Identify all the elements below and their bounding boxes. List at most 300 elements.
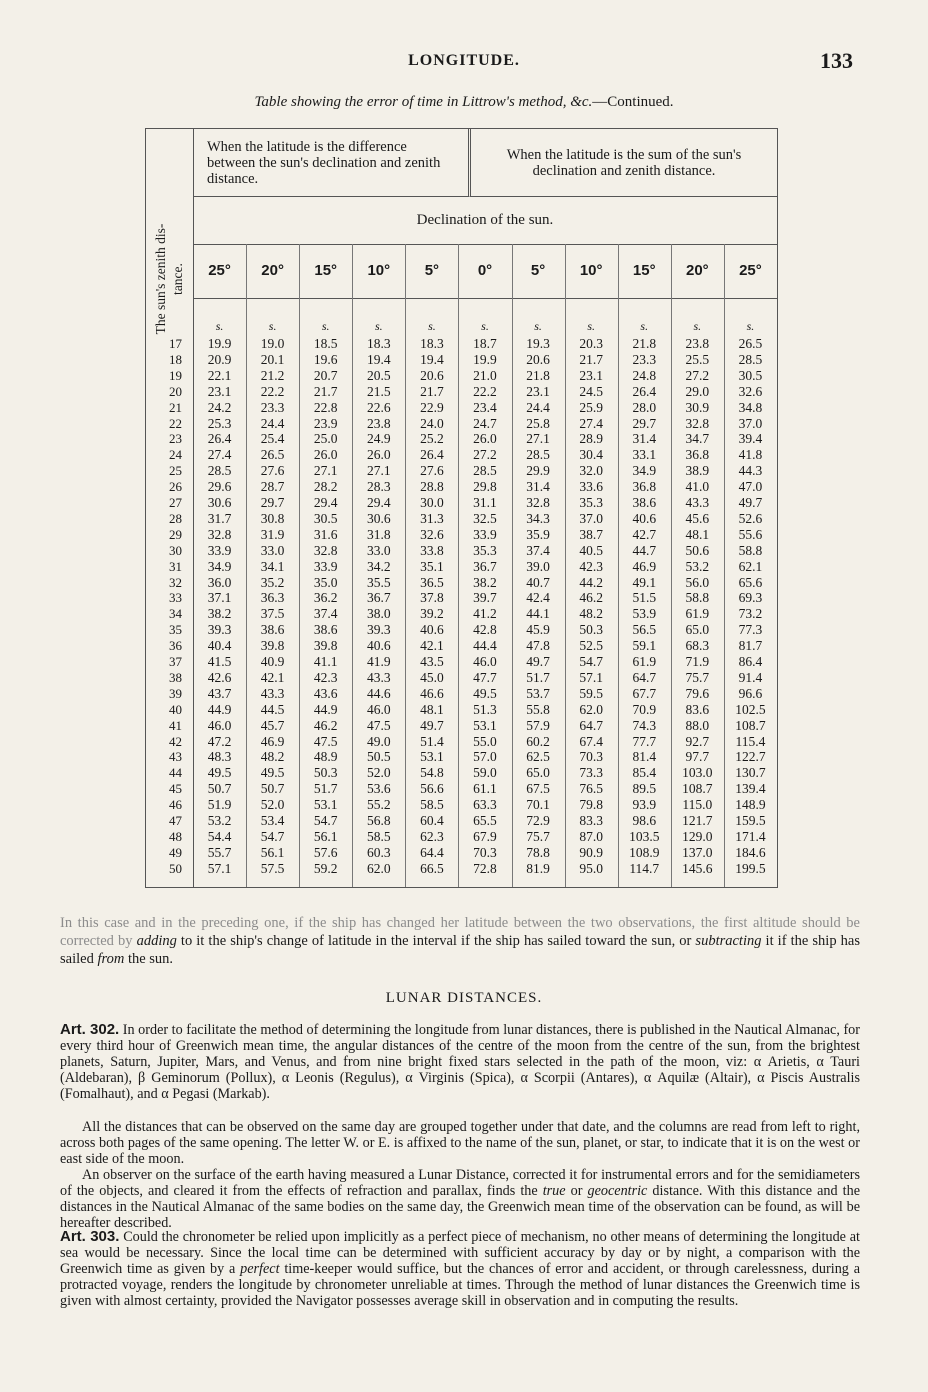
- error-of-time-cell: 30.6: [366, 510, 391, 526]
- error-of-time-cell: 26.4: [632, 383, 657, 399]
- observer-text-2: distance. With this distance and the distances in the Nautical Almanac of the same bodies on the same day, the Greenwich mean time of the observation can be found, as will be hereafter described.: [60, 1183, 860, 1231]
- difference-header: When the latitude is the difference between the sun's declination and zenith distance.: [193, 129, 471, 197]
- error-of-time-cell: 78.8: [526, 844, 550, 860]
- error-of-time-cell: 29.0: [685, 383, 710, 399]
- error-of-time-cell: 42.3: [579, 558, 603, 574]
- error-of-time-cell: 31.7: [207, 510, 232, 526]
- error-of-time-cell: 64.7: [632, 669, 657, 685]
- error-of-time-cell: 53.9: [632, 606, 657, 622]
- error-of-time-cell: 60.3: [366, 844, 391, 860]
- error-of-time-cell: 29.7: [260, 495, 285, 510]
- error-of-time-cell: 25.8: [526, 415, 550, 431]
- note-subtracting: subtracting: [695, 933, 762, 949]
- caption-continued: —Continued.: [592, 94, 674, 110]
- zenith-distance-value: 31: [169, 558, 182, 574]
- error-of-time-cell: 91.4: [738, 669, 763, 685]
- error-of-time-cell: 24.4: [260, 415, 285, 431]
- note-text-1: In this case and in the preceding one, if the ship has changed her latitude between the two observations, the first altitude should be corrected by: [60, 915, 860, 949]
- error-of-time-cell: 33.0: [366, 542, 391, 558]
- error-of-time-cell: 48.1: [685, 526, 710, 542]
- error-of-time-cell: 36.0: [207, 574, 232, 590]
- error-of-time-cell: 27.1: [313, 463, 338, 479]
- error-of-time-cell: 46.2: [579, 590, 603, 606]
- error-of-time-cell: 45.9: [526, 622, 550, 638]
- error-of-time-cell: 53.4: [260, 813, 285, 828]
- zenith-distance-value: 47: [169, 813, 182, 828]
- observer-or: or: [565, 1183, 588, 1199]
- error-of-time-cell: 22.1: [207, 367, 232, 383]
- error-of-time-cell: 57.1: [579, 669, 603, 685]
- error-of-time-cell: 35.2: [260, 574, 285, 590]
- declination-degree: 20°: [686, 262, 709, 279]
- error-of-time-cell: 29.6: [207, 479, 232, 495]
- declination-degree: 10°: [367, 262, 391, 279]
- error-of-time-cell: 25.5: [685, 351, 710, 367]
- error-of-time-cell: 67.7: [632, 685, 657, 701]
- error-of-time-cell: 122.7: [735, 749, 766, 765]
- error-of-time-cell: 27.1: [526, 431, 550, 447]
- error-of-time-cell: 42.6: [207, 669, 232, 685]
- error-of-time-cell: 43.7: [207, 685, 232, 701]
- error-of-time-cell: 79.8: [579, 797, 603, 813]
- error-of-time-cell: 53.1: [313, 797, 338, 813]
- error-of-time-cell: 33.9: [473, 526, 497, 542]
- error-of-time-cell: 171.4: [735, 828, 766, 844]
- error-of-time-cell: 58.5: [366, 828, 391, 844]
- error-of-time-cell: 20.6: [420, 367, 444, 383]
- zenith-header-line1: The sun's zenith dis-: [153, 223, 168, 335]
- error-of-time-cell: 56.0: [685, 574, 710, 590]
- zenith-distance-value: 42: [169, 733, 182, 749]
- error-of-time-cell: 58.8: [738, 542, 763, 558]
- zenith-distance-value: 38: [169, 669, 182, 685]
- error-of-time-cell: 23.1: [526, 383, 550, 399]
- error-of-time-cell: 103.5: [629, 828, 660, 844]
- section-title: LUNAR DISTANCES.: [385, 990, 543, 1006]
- zenith-distance-value: 26: [169, 479, 182, 495]
- error-of-time-cell: 51.5: [632, 590, 657, 606]
- error-of-time-cell: 98.6: [632, 813, 657, 828]
- error-of-time-cell: 30.4: [579, 447, 603, 463]
- zenith-distance-value: 29: [169, 526, 182, 542]
- error-of-time-cell: 47.5: [313, 733, 338, 749]
- error-of-time-cell: 21.7: [579, 351, 603, 367]
- error-of-time-cell: 77.7: [632, 733, 657, 749]
- error-of-time-cell: 59.1: [632, 638, 657, 654]
- error-of-time-cell: 39.0: [526, 558, 550, 574]
- error-of-time-cell: 23.1: [207, 383, 232, 399]
- error-of-time-cell: 50.5: [366, 749, 391, 765]
- error-of-time-cell: 35.5: [366, 574, 391, 590]
- error-of-time-cell: 28.0: [632, 399, 657, 415]
- error-of-time-cell: 18.5: [313, 336, 338, 351]
- error-of-time-cell: 115.0: [682, 797, 713, 813]
- error-of-time-cell: 46.9: [632, 558, 657, 574]
- error-of-time-cell: 121.7: [682, 813, 713, 828]
- error-of-time-cell: 81.9: [526, 860, 550, 876]
- error-of-time-cell: 43.3: [685, 495, 710, 510]
- declination-degree: 5°: [530, 262, 546, 279]
- declination-degree: 0°: [477, 262, 493, 279]
- error-of-time-cell: 65.5: [473, 813, 497, 828]
- error-of-time-cell: 18.3: [420, 336, 444, 351]
- declination-degree: 10°: [579, 262, 603, 279]
- error-of-time-cell: 50.7: [207, 781, 232, 797]
- error-of-time-cell: 36.2: [313, 590, 338, 606]
- error-of-time-cell: 108.7: [682, 781, 713, 797]
- error-of-time-cell: 61.9: [632, 654, 657, 669]
- error-of-time-cell: 21.7: [420, 383, 444, 399]
- error-of-time-cell: 85.4: [632, 765, 657, 781]
- error-of-time-cell: 32.5: [473, 510, 497, 526]
- error-of-time-cell: 40.4: [207, 638, 232, 654]
- error-of-time-cell: 46.0: [207, 717, 232, 733]
- error-of-time-cell: 41.0: [685, 479, 710, 495]
- error-of-time-cell: 47.0: [738, 479, 763, 495]
- error-of-time-cell: 42.7: [632, 526, 657, 542]
- error-of-time-cell: 22.2: [260, 383, 285, 399]
- seconds-unit: s.: [534, 319, 542, 333]
- error-of-time-cell: 29.7: [632, 415, 657, 431]
- error-of-time-cell: 53.1: [420, 749, 444, 765]
- error-of-time-cell: 23.3: [260, 399, 285, 415]
- error-of-time-cell: 51.3: [473, 701, 497, 717]
- error-of-time-cell: 39.8: [260, 638, 285, 654]
- observer-text-1: An observer on the surface of the earth having measured a Lunar Distance, corrected it for instrumental errors and for the semidiameters of the objects, and cleared it from the effects of refraction and parallax, finds the: [60, 1167, 860, 1199]
- error-of-time-cell: 184.6: [735, 844, 766, 860]
- error-of-time-cell: 31.4: [526, 479, 550, 495]
- error-of-time-cell: 22.2: [473, 383, 497, 399]
- distances-paragraph: All the distances that can be observed on the same day are grouped together under that date, and the columns are read from left to right, across both pages of the same opening. The letter W. or E. is affixed to the name of the sun, planet, or star, to indicate that it is on the west or east side of the moon.: [60, 1119, 860, 1167]
- error-of-time-cell: 41.8: [738, 447, 763, 463]
- error-of-time-cell: 70.3: [579, 749, 603, 765]
- error-of-time-cell: 129.0: [682, 828, 713, 844]
- note-text-4: the sun.: [124, 951, 174, 967]
- error-of-time-cell: 31.8: [366, 526, 391, 542]
- error-of-time-cell: 42.4: [526, 590, 550, 606]
- error-of-time-cell: 30.5: [313, 510, 338, 526]
- error-of-time-cell: 41.5: [207, 654, 232, 669]
- error-of-time-cell: 57.6: [313, 844, 338, 860]
- error-of-time-cell: 35.3: [473, 542, 497, 558]
- error-of-time-cell: 23.8: [685, 336, 710, 351]
- error-of-time-cell: 37.0: [738, 415, 763, 431]
- error-of-time-cell: 27.2: [685, 367, 710, 383]
- error-of-time-cell: 49.0: [366, 733, 391, 749]
- art-302-text: In order to facilitate the method of determining the longitude from lunar distances, there is published in the Nautical Almanac, for every third hour of Greenwich mean time, the angular distances of the centre of the moon from the centre of the sun, from the brightest planets, Saturn, Jupiter, Mars, and Venus, and from nine bright fixed stars selected in the path of the moon, viz: α Arietis, α Tauri (Aldebaran), β Geminorum (Pollux), α Leonis (Regulus), α Virginis (Spica), α Scorpii (Antares), α Aquilæ (Altair), α Piscis Australis (Fomalhaut), and α Pegasi (Markab).: [60, 1022, 860, 1102]
- error-of-time-cell: 34.1: [260, 558, 285, 574]
- degree-header-row: [193, 244, 777, 299]
- error-of-time-cell: 71.9: [685, 654, 710, 669]
- observer-true: true: [542, 1183, 566, 1199]
- error-of-time-cell: 45.7: [260, 717, 285, 733]
- error-of-time-cell: 97.7: [685, 749, 710, 765]
- error-of-time-cell: 62.0: [366, 860, 391, 876]
- error-of-time-cell: 58.8: [685, 590, 710, 606]
- zenith-distance-value: 33: [169, 590, 182, 606]
- error-of-time-cell: 30.6: [207, 495, 232, 510]
- error-of-time-cell: 36.5: [420, 574, 444, 590]
- art-303-text-1: Could the chronometer be relied upon implicitly as a perfect piece of mechanism, no other means of determining the longitude at sea would be necessary. Since the local time can be determined with sufficient accuracy by day or by night, a comparison with the Greenwich time as given by a: [60, 1229, 860, 1277]
- declination-degree: 25°: [739, 262, 762, 279]
- error-of-time-cell: 44.4: [473, 638, 497, 654]
- seconds-unit: s.: [693, 319, 702, 333]
- error-of-time-cell: 114.7: [629, 860, 660, 876]
- error-of-time-cell: 28.5: [526, 447, 550, 463]
- error-of-time-cell: 57.5: [260, 860, 285, 876]
- error-of-time-cell: 33.9: [313, 558, 338, 574]
- error-of-time-cell: 199.5: [735, 860, 766, 876]
- seconds-unit: s.: [321, 319, 330, 333]
- error-of-time-cell: 64.4: [420, 844, 444, 860]
- error-of-time-cell: 40.6: [420, 622, 444, 638]
- error-of-time-cell: 70.3: [473, 844, 497, 860]
- error-of-time-cell: 38.2: [207, 606, 232, 622]
- error-of-time-cell: 29.8: [473, 479, 497, 495]
- error-of-time-cell: 54.7: [313, 813, 338, 828]
- error-of-time-cell: 53.2: [685, 558, 710, 574]
- error-of-time-cell: 83.6: [685, 701, 710, 717]
- error-of-time-cell: 49.5: [473, 685, 497, 701]
- seconds-unit: s.: [268, 319, 277, 333]
- error-of-time-cell: 65.6: [738, 574, 763, 590]
- error-of-time-cell: 18.7: [473, 336, 497, 351]
- error-of-time-cell: 47.2: [207, 733, 232, 749]
- error-of-time-cell: 115.4: [735, 733, 766, 749]
- zenith-distance-value: 17: [169, 336, 182, 351]
- error-of-time-cell: 52.0: [366, 765, 391, 781]
- error-of-time-cell: 50.6: [685, 542, 710, 558]
- error-of-time-cell: 92.7: [685, 733, 710, 749]
- error-of-time-cell: 48.9: [313, 749, 338, 765]
- error-of-time-cell: 38.9: [685, 463, 710, 479]
- error-of-time-cell: 42.8: [473, 622, 497, 638]
- error-of-time-cell: 44.1: [526, 606, 550, 622]
- error-of-time-cell: 139.4: [735, 781, 766, 797]
- error-of-time-cell: 108.7: [735, 717, 766, 733]
- error-of-time-cell: 28.9: [579, 431, 603, 447]
- error-of-time-cell: 42.3: [313, 669, 338, 685]
- error-of-time-cell: 51.4: [420, 733, 444, 749]
- error-of-time-cell: 36.8: [632, 479, 657, 495]
- error-of-time-cell: 56.1: [313, 828, 338, 844]
- error-of-time-cell: 52.0: [260, 797, 285, 813]
- error-of-time-cell: 38.0: [366, 606, 391, 622]
- error-of-time-cell: 37.4: [313, 606, 338, 622]
- error-of-time-cell: 65.0: [526, 765, 550, 781]
- error-of-time-cell: 57.9: [526, 717, 550, 733]
- error-of-time-cell: 57.1: [207, 860, 232, 876]
- error-of-time-cell: 56.6: [420, 781, 444, 797]
- error-of-time-cell: 34.7: [685, 431, 710, 447]
- error-of-time-cell: 36.7: [366, 590, 391, 606]
- error-of-time-cell: 34.3: [526, 510, 550, 526]
- error-of-time-cell: 27.6: [420, 463, 444, 479]
- error-of-time-cell: 67.5: [526, 781, 550, 797]
- error-of-time-cell: 26.0: [313, 447, 338, 463]
- error-of-time-cell: 21.8: [526, 367, 550, 383]
- seconds-unit: s.: [374, 319, 383, 333]
- error-of-time-cell: 32.0: [579, 463, 603, 479]
- error-of-time-cell: 32.6: [738, 383, 763, 399]
- error-of-time-cell: 58.5: [420, 797, 444, 813]
- error-of-time-cell: 53.2: [207, 813, 232, 828]
- error-of-time-cell: 49.7: [526, 654, 550, 669]
- error-of-time-cell: 102.5: [735, 701, 766, 717]
- zenith-distance-value: 28: [169, 510, 182, 526]
- zenith-distance-value: 50: [169, 860, 182, 876]
- zenith-distance-value: 35: [169, 622, 182, 638]
- error-of-time-cell: 54.4: [207, 828, 232, 844]
- error-of-time-cell: 28.5: [207, 463, 232, 479]
- error-of-time-cell: 86.4: [738, 654, 763, 669]
- declination-degree: 20°: [261, 262, 284, 279]
- zenith-distance-value: 19: [169, 367, 182, 383]
- error-of-time-cell: 61.9: [685, 606, 710, 622]
- error-of-time-cell: 20.6: [526, 351, 550, 367]
- error-of-time-cell: 54.7: [579, 654, 603, 669]
- error-of-time-cell: 43.3: [260, 685, 285, 701]
- error-of-time-cell: 28.3: [366, 479, 391, 495]
- error-of-time-cell: 38.2: [473, 574, 497, 590]
- error-of-time-cell: 36.3: [260, 590, 285, 606]
- error-of-time-cell: 45.0: [420, 669, 444, 685]
- error-of-time-cell: 19.0: [260, 336, 285, 351]
- error-of-time-cell: 34.9: [632, 463, 657, 479]
- error-of-time-cell: 24.5: [579, 383, 603, 399]
- error-of-time-cell: 27.6: [260, 463, 285, 479]
- error-of-time-cell: 33.9: [207, 542, 232, 558]
- error-of-time-cell: 20.5: [366, 367, 391, 383]
- error-of-time-cell: 21.2: [260, 367, 285, 383]
- error-of-time-cell: 27.4: [207, 447, 232, 463]
- error-of-time-cell: 24.7: [473, 415, 497, 431]
- error-of-time-cell: 19.4: [366, 351, 391, 367]
- error-of-time-cell: 34.8: [738, 399, 763, 415]
- zenith-distance-value: 23: [169, 431, 182, 447]
- error-of-time-cell: 55.0: [473, 733, 497, 749]
- error-of-time-cell: 73.2: [738, 606, 763, 622]
- error-of-time-cell: 50.3: [579, 622, 603, 638]
- error-of-time-cell: 46.9: [260, 733, 285, 749]
- error-of-time-cell: 51.9: [207, 797, 232, 813]
- error-of-time-cell: 49.1: [632, 574, 657, 590]
- zenith-distance-value: 20: [169, 383, 182, 399]
- error-of-time-cell: 35.0: [313, 574, 338, 590]
- error-of-time-cell: 43.3: [366, 669, 391, 685]
- error-of-time-cell: 38.7: [579, 526, 603, 542]
- sum-header: When the latitude is the sum of the sun's declination and zenith distance.: [471, 129, 777, 197]
- zenith-distance-value: 48: [169, 828, 182, 844]
- error-of-time-cell: 18.3: [366, 336, 391, 351]
- declination-header: Declination of the sun.: [193, 197, 777, 245]
- error-of-time-cell: 25.2: [420, 431, 444, 447]
- error-of-time-cell: 19.6: [313, 351, 338, 367]
- error-of-time-cell: 87.0: [579, 828, 603, 844]
- error-of-time-cell: 46.6: [420, 685, 444, 701]
- error-of-time-cell: 39.7: [473, 590, 497, 606]
- error-of-time-cell: 39.4: [738, 431, 763, 447]
- error-of-time-cell: 38.6: [632, 495, 657, 510]
- error-of-time-cell: 35.1: [420, 558, 444, 574]
- error-of-time-cell: 60.2: [526, 733, 550, 749]
- error-of-time-cell: 24.8: [632, 367, 657, 383]
- art-303-label: Art. 303.: [60, 1228, 120, 1245]
- error-of-time-cell: 41.9: [366, 654, 391, 669]
- error-of-time-cell: 23.9: [313, 415, 338, 431]
- table-caption: [0, 94, 928, 111]
- error-of-time-cell: 44.6: [366, 685, 391, 701]
- declination-degree: 5°: [424, 262, 440, 279]
- error-of-time-cell: 79.6: [685, 685, 710, 701]
- zenith-distance-value: 49: [169, 844, 182, 860]
- error-of-time-cell: 57.0: [473, 749, 497, 765]
- error-of-time-cell: 77.3: [738, 622, 763, 638]
- error-of-time-cell: 56.1: [260, 844, 285, 860]
- error-of-time-cell: 34.2: [366, 558, 391, 574]
- error-of-time-cell: 25.4: [260, 431, 285, 447]
- zenith-distance-value: 25: [169, 463, 182, 479]
- error-of-time-cell: 90.9: [579, 844, 603, 860]
- error-of-time-cell: 26.0: [366, 447, 391, 463]
- error-of-time-cell: 31.1: [473, 495, 497, 510]
- page-number: 133: [820, 48, 853, 73]
- error-of-time-cell: 130.7: [735, 765, 766, 781]
- error-of-time-cell: 25.0: [313, 431, 338, 447]
- note-adding: adding: [136, 933, 177, 949]
- zenith-header-line2: tance.: [170, 263, 185, 295]
- error-of-time-cell: 40.9: [260, 654, 285, 669]
- note-text-2: to it the ship's change of latitude in the interval if the ship has sailed toward the sun, or: [176, 933, 696, 949]
- error-of-time-cell: 26.4: [420, 447, 444, 463]
- error-of-time-cell: 38.6: [260, 622, 285, 638]
- note-text-3: it if the ship has sailed: [60, 933, 860, 967]
- error-of-time-cell: 38.6: [313, 622, 338, 638]
- error-of-time-cell: 34.9: [207, 558, 232, 574]
- zenith-distance-value: 30: [169, 542, 182, 558]
- error-of-time-cell: 20.9: [207, 351, 232, 367]
- ship-latitude-note: [60, 914, 860, 968]
- error-of-time-cell: 23.4: [473, 399, 497, 415]
- error-of-time-cell: 55.2: [366, 797, 391, 813]
- error-of-time-cell: 30.5: [738, 367, 763, 383]
- error-of-time-cell: 159.5: [735, 813, 766, 828]
- error-of-time-cell: 20.1: [260, 351, 285, 367]
- zenith-distance-value: 22: [169, 415, 182, 431]
- zenith-distance-value: 21: [169, 399, 182, 415]
- error-of-time-cell: 55.8: [526, 701, 550, 717]
- error-of-time-cell: 56.5: [632, 622, 657, 638]
- error-of-time-cell: 64.7: [579, 717, 603, 733]
- error-of-time-cell: 35.9: [526, 526, 550, 542]
- error-of-time-cell: 62.5: [526, 749, 550, 765]
- error-of-time-cell: 44.9: [207, 701, 232, 717]
- error-of-time-cell: 32.8: [526, 495, 550, 510]
- error-of-time-cell: 27.1: [366, 463, 391, 479]
- error-of-time-cell: 26.5: [738, 336, 763, 351]
- error-of-time-cell: 70.9: [632, 701, 657, 717]
- error-of-time-cell: 22.9: [420, 399, 444, 415]
- error-of-time-cell: 53.7: [526, 685, 550, 701]
- error-of-time-cell: 19.4: [420, 351, 444, 367]
- error-of-time-cell: 40.6: [632, 510, 657, 526]
- error-of-time-cell: 51.7: [313, 781, 338, 797]
- error-of-time-cell: 32.8: [207, 526, 232, 542]
- error-of-time-cell: 27.2: [473, 447, 497, 463]
- art-302-paragraph: [60, 1022, 860, 1102]
- seconds-unit: s.: [481, 319, 489, 333]
- zenith-distance-value: 34: [169, 606, 182, 622]
